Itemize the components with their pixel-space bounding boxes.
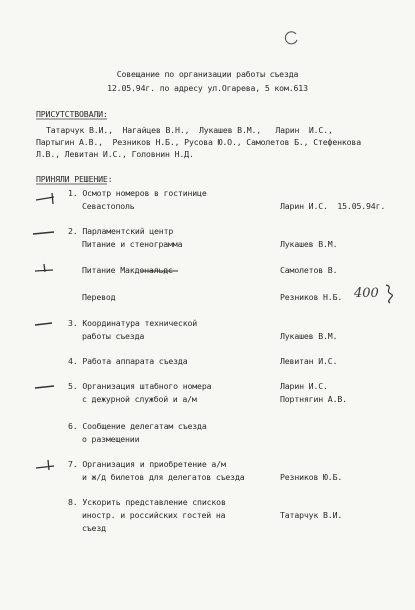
present-line-1: Татарчук В.И., Нагайцев В.Н., Лукашев В.М., Ларин И.С.,	[46, 125, 333, 135]
decision-item-responsible: Лукашев В.М.	[280, 331, 338, 341]
handwritten-note: 400	[354, 286, 379, 301]
decision-item-text: Севастополь	[82, 201, 135, 211]
handwritten-dash-mark	[34, 320, 54, 328]
decision-item-responsible: Татарчук В.И.	[280, 510, 343, 520]
decision-item-text: 8. Ускорить представление списков	[68, 497, 226, 507]
handwritten-check-mark	[34, 458, 58, 474]
decision-item-text: работы съезда	[82, 331, 145, 341]
handwritten-dash-mark	[34, 383, 56, 391]
decision-item-text: съезд	[82, 523, 106, 533]
decision-item-responsible: Резников Ю.Б.	[280, 472, 343, 482]
decision-item-text: Перевод	[82, 292, 116, 302]
decision-item-responsible: Лукашев В.М.	[280, 239, 338, 249]
decisions-heading: ПРИНЯЛИ РЕШЕНИЕ:	[36, 174, 113, 184]
decision-item-text: 7. Организация и приобретение а/м	[68, 459, 226, 469]
handwritten-check-mark	[34, 190, 60, 206]
decision-item-responsible: Портнягин А.В.	[280, 394, 347, 404]
handwritten-dash-mark	[32, 229, 56, 237]
decision-item-text: 1. Осмотр номеров в гостинице	[68, 188, 207, 198]
heading-underline	[36, 183, 108, 186]
decision-item-text: иностр. и российских гостей на	[82, 510, 226, 520]
decision-item-text: и ж/д билетов для делегатов съезда	[82, 472, 245, 482]
decision-item-responsible: Левитан И.С.	[280, 356, 338, 366]
decision-item-responsible: Ларин И.С.	[280, 381, 328, 391]
decision-item-text: с дежурной службой и а/м	[82, 394, 197, 404]
decision-item-text: 2. Парламентский центр	[68, 226, 174, 236]
decision-item-text: 6. Сообщение делегатам съезда	[68, 421, 207, 431]
heading-underline	[36, 118, 108, 121]
present-line-2: Партыгин А.В., Резников Н.Б., Русова Ю.О., Самолетов Б., Стефенкова	[36, 137, 361, 147]
present-line-3: Л.В., Левитан И.С., Головнин Н.Д.	[36, 149, 194, 159]
decision-item-text: 3. Координатура технической	[68, 318, 198, 328]
decision-item-text: Питание и стенограмма	[82, 239, 183, 249]
decision-item-text: Питание Макдональдс	[82, 265, 173, 275]
meeting-title: Совещание по организации работы съезда	[116, 69, 299, 79]
decision-item-text: 4. Работа аппарата съезда	[68, 356, 188, 366]
decision-item-text: 5. Организация штабного номера	[68, 381, 212, 391]
handwritten-squiggle	[382, 283, 396, 305]
present-heading: ПРИСУТСТВОВАЛИ:	[36, 109, 108, 119]
decision-item-responsible: Ларин И.С. 15.05.94г.	[280, 201, 386, 211]
strikethrough-mark	[140, 268, 180, 274]
handwritten-check-mark	[32, 262, 58, 276]
decision-item-responsible: Самолетов В.	[280, 265, 338, 275]
decision-item-responsible: Резников Н.Б.	[280, 292, 343, 302]
circle-mark	[284, 30, 300, 46]
decision-item-text: о размещении	[82, 434, 140, 444]
meeting-date-address: 12.05.94г. по адресу ул.Огарева, 5 ком.613	[107, 83, 308, 93]
